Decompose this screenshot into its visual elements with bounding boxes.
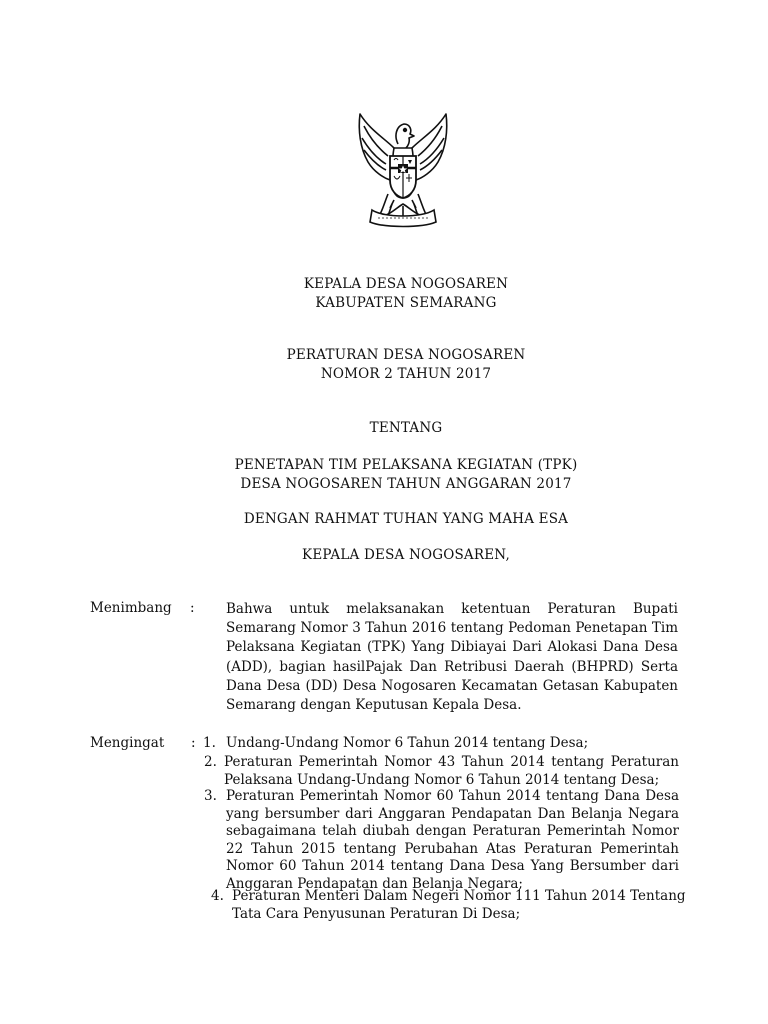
- subject-line-1: PENETAPAN TIM PELAKSANA KEGIATAN (TPK): [234, 457, 578, 473]
- item-line: Undang-Undang Nomor 6 Tahun 2014 tentang Desa;: [226, 735, 589, 751]
- regulation-heading: [0, 346, 768, 384]
- issuer-line-2: KABUPATEN SEMARANG: [315, 295, 497, 311]
- item-line: Tata Cara Penyusunan Peraturan Di Desa;: [232, 905, 521, 922]
- subject-heading: [0, 456, 768, 494]
- item-line: sebagaimana telah diubah dengan Peraturan Pemerintah Nomor: [226, 823, 679, 840]
- item-line: Anggaran Pendapatan dan Belanja Negara;: [226, 875, 523, 892]
- menimbang-line: Semarang dengan Keputusan Kepala Desa.: [226, 697, 522, 714]
- issuer-line-1: KEPALA DESA NOGOSAREN: [303, 276, 509, 292]
- item-number: 2.: [204, 754, 217, 770]
- item-line: Peraturan Menteri Dalam Negeri Nomor 111 Tahun 2014 Tentang: [232, 888, 686, 904]
- signatory-heading: [0, 546, 768, 565]
- invocation-line: DENGAN RAHMAT TUHAN YANG MAHA ESA: [243, 511, 569, 527]
- item-line: Peraturan Pemerintah Nomor 43 Tahun 2014 tentang Peraturan: [224, 754, 679, 770]
- issuer-heading: [0, 275, 768, 313]
- item-line: Peraturan Pemerintah Nomor 60 Tahun 2014 tentang Dana Desa: [226, 788, 679, 804]
- about-line: TENTANG: [369, 420, 443, 436]
- item-line: Pelaksana Undang-Undang Nomor 6 Tahun 2014 tentang Desa;: [224, 771, 660, 788]
- garuda-emblem: [348, 108, 458, 236]
- menimbang-line: Semarang Nomor 3 Tahun 2016 tentang Pedoman Penetapan Tim: [226, 620, 678, 637]
- regulation-line-1: PERATURAN DESA NOGOSAREN: [286, 347, 526, 363]
- invocation-heading: [0, 510, 768, 529]
- menimbang-label: Menimbang: [90, 600, 172, 616]
- item-number: 1.: [203, 735, 216, 751]
- subject-line-2: DESA NOGOSAREN TAHUN ANGGARAN 2017: [240, 476, 572, 492]
- mengingat-colon: :: [191, 735, 196, 751]
- mengingat-label: Mengingat: [90, 735, 165, 751]
- item-line: 22 Tahun 2015 tentang Perubahan Atas Peraturan Pemerintah: [226, 840, 679, 857]
- menimbang-line: (ADD), bagian hasilPajak Dan Retribusi Daerah (BHPRD) Serta: [226, 658, 678, 675]
- item-line: Nomor 60 Tahun 2014 tentang Dana Desa Yang Bersumber dari: [226, 858, 679, 875]
- signatory-line: KEPALA DESA NOGOSAREN,: [302, 547, 510, 563]
- item-number: 3.: [204, 788, 217, 804]
- menimbang-line: Dana Desa (DD) Desa Nogosaren Kecamatan Getasan Kabupaten: [226, 677, 678, 694]
- menimbang-line: Bahwa untuk melaksanakan ketentuan Peraturan Bupati: [226, 601, 678, 617]
- about-heading: [0, 419, 768, 438]
- item-number: 4.: [211, 888, 224, 904]
- regulation-line-2: NOMOR 2 TAHUN 2017: [320, 366, 492, 382]
- menimbang-colon: :: [190, 600, 195, 616]
- item-line: yang bersumber dari Anggaran Pendapatan Dan Belanja Negara: [226, 805, 679, 822]
- menimbang-line: Pelaksana Kegiatan (TPK) Yang Dibiayai Dari Alokasi Dana Desa: [226, 639, 678, 656]
- menimbang-paragraph: [226, 600, 678, 715]
